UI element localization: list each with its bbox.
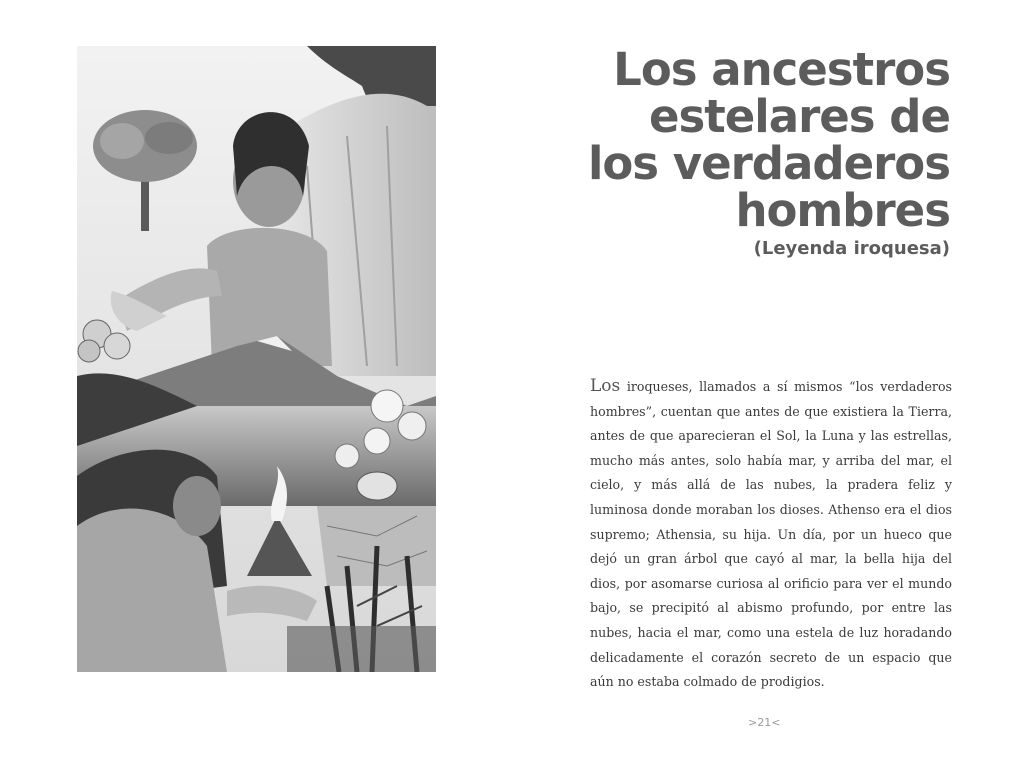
title-line: los verdaderos (587, 137, 950, 190)
chapter-title (530, 43, 950, 237)
title-line: Los ancestros (613, 43, 950, 96)
opening-word: Los (590, 376, 621, 396)
paragraph-text: iroqueses, llamados a sí mismos “los verdaderos hombres”, cuentan que antes de que existiera la Tierra, antes de que aparecieran el Sol, la Luna y las estrellas, mucho más antes, solo había mar, y arriba del mar, el cielo, y más allá de las nubes, la pradera feliz y luminosa donde moraban los dioses. Athenso era el dios supremo; Athensia, su hija. Un día, por un hueco que dejó un gran árbol que cayó al mar, la bella hija del dios, por asomarse curiosa al orificio para ver el mundo bajo, se precipitó al abismo profundo, por entre las nubes, hacia el mar, como una estela de luz horadando delicadamente el corazón secreto de un espacio que aún no estaba colmado de prodigios. (590, 379, 952, 690)
page-number: >21< (748, 716, 781, 729)
illustration-image (77, 46, 436, 672)
title-line: estelares de (648, 90, 950, 143)
title-line: hombres (735, 184, 950, 237)
chapter-subtitle: (Leyenda iroquesa) (753, 238, 950, 259)
body-paragraph (590, 374, 952, 695)
